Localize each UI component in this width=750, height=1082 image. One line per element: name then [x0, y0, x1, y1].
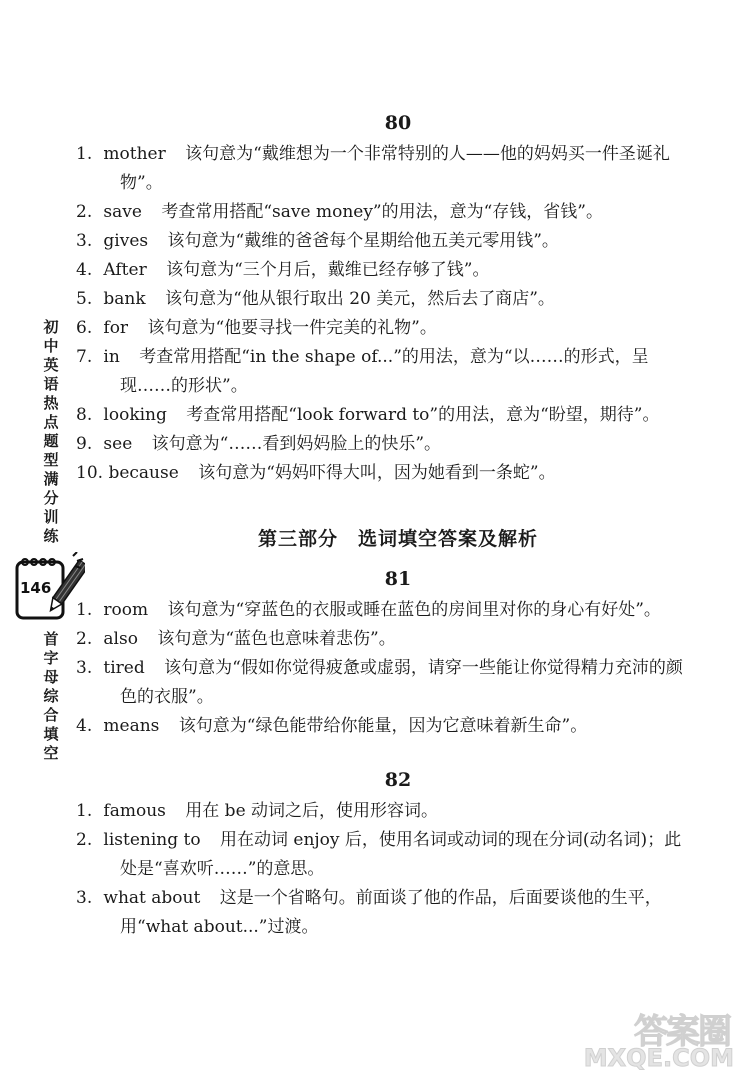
explanation: 考查常用搭配“save money”的用法，意为“存钱，省钱”。 [161, 202, 604, 222]
answer-item: 1. room 该句意为“穿蓝色的衣服或睡在蓝色的房间里对你的身心有好处”。 [76, 600, 661, 620]
answer-item: 3. gives 该句意为“戴维的爸爸每个星期给他五美元零用钱”。 [76, 231, 559, 251]
page-number: 146 [20, 579, 52, 597]
page-badge [15, 552, 85, 624]
answer-item: 4. After 该句意为“三个月后，戴维已经存够了钱”。 [76, 260, 490, 280]
answer-word: After [103, 260, 147, 280]
answer-word: bank [103, 289, 146, 309]
answer-word: listening to [103, 830, 201, 850]
answer-item: 7. in 考查常用搭配“in the shape of...”的用法，意为“以……的形式，呈现……的形状”。 [76, 347, 649, 396]
section-82-list [76, 797, 698, 942]
explanation: 该句意为“他从银行取出 20 美元，然后去了商店”。 [165, 289, 555, 309]
answer-word: famous [103, 801, 166, 821]
answer-item: 2. save 考查常用搭配“save money”的用法，意为“存钱，省钱”。 [76, 202, 604, 222]
explanation: 该句意为“蓝色也意味着悲伤”。 [157, 629, 396, 649]
side-tab [15, 318, 85, 763]
section-number-80: 80 [384, 112, 412, 134]
explanation: 该句意为“三个月后，戴维已经存够了钱”。 [166, 260, 490, 280]
item-number: 10. [76, 463, 104, 483]
answer-word: gives [103, 231, 149, 251]
answer-word: looking [103, 405, 167, 425]
answer-word: means [103, 716, 160, 736]
book-title-vertical: 初中英语热点题型满分训练 [43, 318, 59, 545]
explanation: 用在动词 enjoy 后，使用名词或动词的现在分词(动名词)；此处是“喜欢听……”的意思。 [120, 830, 682, 879]
answer-item: 1. famous 用在 be 动词之后，使用形容词。 [76, 801, 439, 821]
answer-item: 2. listening to 用在动词 enjoy 后，使用名词或动词的现在分词(动名词)；此处是“喜欢听……”的意思。 [76, 830, 682, 879]
answer-word: in [103, 347, 120, 367]
answer-item: 1. mother 该句意为“戴维想为一个非常特别的人——他的妈妈买一件圣诞礼物”。 [76, 144, 670, 193]
answer-item: 9. see 该句意为“……看到妈妈脸上的快乐”。 [76, 434, 442, 454]
answer-word: mother [103, 144, 166, 164]
answer-item: 3. tired 该句意为“假如你觉得疲惫或虚弱，请穿一些能让你觉得精力充沛的颜色的衣服”。 [76, 658, 683, 707]
answer-item: 2. also 该句意为“蓝色也意味着悲伤”。 [76, 629, 396, 649]
explanation: 用在 be 动词之后，使用形容词。 [185, 801, 439, 821]
answer-word: room [103, 600, 149, 620]
section-81-list [76, 596, 698, 741]
answer-word: save [103, 202, 142, 222]
explanation: 这是一个省略句。前面谈了他的作品，后面要谈他的生平，用“what about...”过渡。 [120, 888, 662, 937]
answer-word: for [103, 318, 129, 338]
watermark-logo-text: 答案圈 [634, 1012, 730, 1052]
chapter-title-vertical: 首字母综合填空 [43, 630, 59, 762]
explanation: 该句意为“他要寻找一件完美的礼物”。 [147, 318, 437, 338]
answer-word: tired [103, 658, 145, 678]
answer-word: because [108, 463, 179, 483]
explanation: 该句意为“绿色能带给你能量，因为它意味着新生命”。 [178, 716, 588, 736]
answer-item: 6. for 该句意为“他要寻找一件完美的礼物”。 [76, 318, 437, 338]
watermark [583, 1004, 738, 1074]
explanation: 该句意为“妈妈吓得大叫，因为她看到一条蛇”。 [198, 463, 556, 483]
explanation: 考查常用搭配“in the shape of...”的用法，意为“以……的形式，呈现……的形状”。 [120, 347, 649, 396]
explanation: 该句意为“假如你觉得疲惫或虚弱，请穿一些能让你觉得精力充沛的颜色的衣服”。 [120, 658, 683, 707]
explanation: 考查常用搭配“look forward to”的用法，意为“盼望，期待”。 [186, 405, 660, 425]
explanation: 该句意为“戴维的爸爸每个星期给他五美元零用钱”。 [167, 231, 559, 251]
explanation: 该句意为“……看到妈妈脸上的快乐”。 [151, 434, 442, 454]
answer-word: what about [103, 888, 201, 908]
answer-word: also [103, 629, 138, 649]
answer-word: see [103, 434, 133, 454]
answer-item: 8. looking 考查常用搭配“look forward to”的用法，意为“盼望，期待”。 [76, 405, 660, 425]
section-number-81: 81 [384, 568, 412, 590]
explanation: 该句意为“戴维想为一个非常特别的人——他的妈妈买一件圣诞礼物”。 [120, 144, 670, 193]
answer-item [76, 459, 698, 488]
answer-item: 4. means 该句意为“绿色能带给你能量，因为它意味着新生命”。 [76, 716, 588, 736]
section-number-82: 82 [384, 769, 412, 791]
part-title: 第三部分 选词填空答案及解析 [257, 528, 538, 550]
section-80-list [76, 140, 698, 488]
answer-item: 5. bank 该句意为“他从银行取出 20 美元，然后去了商店”。 [76, 289, 555, 309]
answer-content [76, 108, 698, 942]
explanation: 该句意为“穿蓝色的衣服或睡在蓝色的房间里对你的身心有好处”。 [167, 600, 661, 620]
watermark-domain: MXQE.COM [583, 1044, 734, 1072]
answer-item: 3. what about 这是一个省略句。前面谈了他的作品，后面要谈他的生平，用“what about...”过渡。 [76, 888, 662, 937]
